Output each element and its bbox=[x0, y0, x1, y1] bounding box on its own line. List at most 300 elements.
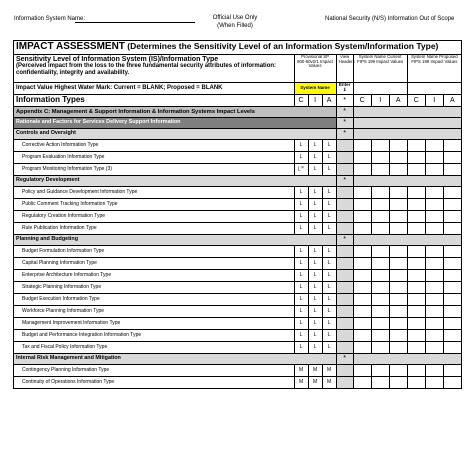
official-use-line-2: (When Filled) bbox=[217, 23, 253, 29]
provisional-impact-value bbox=[294, 365, 308, 377]
impact-entry-cell[interactable] bbox=[371, 330, 389, 342]
provisional-impact-value bbox=[322, 164, 336, 176]
impact-letter: L bbox=[327, 188, 331, 195]
impact-entry-cell[interactable] bbox=[389, 270, 407, 282]
information-type-row-label: Workforce Planning Information Type bbox=[14, 306, 295, 318]
impact-entry-cell[interactable] bbox=[443, 282, 461, 294]
impact-entry-cell[interactable] bbox=[425, 365, 443, 377]
impact-entry-cell[interactable] bbox=[407, 246, 425, 258]
provisional-impact-value bbox=[322, 282, 336, 294]
impact-entry-cell[interactable] bbox=[389, 377, 407, 389]
provisional-impact-value bbox=[322, 270, 336, 282]
current-c-header: C bbox=[353, 95, 371, 107]
impact-entry-cell[interactable] bbox=[371, 306, 389, 318]
provisional-impact-value bbox=[322, 223, 336, 235]
current-impact-header: System Name Current FIPS 199 Impact Values bbox=[353, 55, 407, 83]
impact-entry-cell[interactable] bbox=[425, 330, 443, 342]
group-header: Regulatory Development bbox=[14, 176, 337, 187]
impact-letter: M bbox=[298, 378, 304, 385]
provisional-impact-value bbox=[308, 330, 322, 342]
view-cell bbox=[336, 199, 353, 211]
provisional-impact-value bbox=[322, 318, 336, 330]
impact-entry-cell[interactable] bbox=[407, 152, 425, 164]
impact-entry-cell[interactable] bbox=[425, 152, 443, 164]
sensitivity-level-title: Sensitivity Level of Information System (IS)/Information Type bbox=[16, 56, 219, 63]
impact-entry-cell[interactable] bbox=[371, 342, 389, 354]
impact-entry-cell[interactable] bbox=[389, 330, 407, 342]
view-cell bbox=[336, 306, 353, 318]
provisional-impact-value bbox=[308, 270, 322, 282]
impact-entry-cell[interactable] bbox=[353, 282, 371, 294]
down-arrow-icon: ⇓ bbox=[342, 86, 347, 92]
table-row bbox=[14, 187, 462, 199]
provisional-impact-value bbox=[308, 164, 322, 176]
impact-entry-cell[interactable] bbox=[389, 152, 407, 164]
provisional-impact-value bbox=[322, 152, 336, 164]
impact-entry-cell[interactable] bbox=[389, 318, 407, 330]
impact-letter: L bbox=[299, 153, 303, 160]
view-star: * bbox=[336, 95, 353, 107]
impact-letter: L bbox=[299, 247, 303, 254]
provisional-impact-value bbox=[294, 330, 308, 342]
impact-entry-cell[interactable] bbox=[353, 211, 371, 223]
impact-entry-cell[interactable] bbox=[371, 211, 389, 223]
impact-entry-cell[interactable] bbox=[353, 223, 371, 235]
system-name-label: Information System Name: bbox=[14, 16, 86, 22]
information-type-row-label: Policy and Guidance Development Information Type bbox=[14, 187, 295, 199]
view-headers-header: View Headers bbox=[336, 55, 353, 83]
form-top-bar bbox=[0, 0, 474, 40]
group-filler bbox=[353, 354, 461, 365]
impact-assessment-table bbox=[13, 40, 462, 389]
proposed-impact-header: System Name Proposed FIPS 199 Impact Values bbox=[407, 55, 461, 83]
information-type-row-label: Public Comment Tracking Information Type bbox=[14, 199, 295, 211]
information-type-row-label: Regulatory Creation Information Type bbox=[14, 211, 295, 223]
proposed-c-header: C bbox=[407, 95, 425, 107]
impact-entry-cell[interactable] bbox=[425, 258, 443, 270]
impact-entry-cell[interactable] bbox=[353, 164, 371, 176]
provisional-impact-value bbox=[308, 223, 322, 235]
provisional-impact-value bbox=[308, 258, 322, 270]
impact-entry-cell[interactable] bbox=[389, 282, 407, 294]
section-filler bbox=[353, 107, 461, 118]
impact-entry-cell[interactable] bbox=[389, 223, 407, 235]
group-header: Planning and Budgeting bbox=[14, 235, 337, 246]
impact-entry-cell[interactable] bbox=[425, 246, 443, 258]
provisional-impact-value bbox=[308, 246, 322, 258]
title-rest: (Determines the Sensitivity Level of an Information System/Information Type) bbox=[127, 41, 439, 52]
impact-entry-cell[interactable] bbox=[407, 342, 425, 354]
impact-letter: L bbox=[327, 247, 331, 254]
impact-entry-cell[interactable] bbox=[443, 365, 461, 377]
current-a-header: A bbox=[389, 95, 407, 107]
impact-letter: L bbox=[327, 165, 331, 172]
impact-entry-cell[interactable] bbox=[407, 199, 425, 211]
provisional-impact-value bbox=[308, 199, 322, 211]
impact-entry-cell[interactable] bbox=[425, 187, 443, 199]
impact-entry-cell[interactable] bbox=[425, 282, 443, 294]
impact-entry-cell[interactable] bbox=[371, 152, 389, 164]
impact-letter: L bbox=[327, 319, 331, 326]
impact-entry-cell[interactable] bbox=[443, 377, 461, 389]
table-row bbox=[14, 318, 462, 330]
impact-entry-cell[interactable] bbox=[353, 246, 371, 258]
table-row bbox=[14, 118, 462, 129]
impact-entry-cell[interactable] bbox=[353, 306, 371, 318]
impact-entry-cell[interactable] bbox=[425, 270, 443, 282]
view-star[interactable]: * bbox=[336, 176, 353, 187]
impact-entry-cell[interactable] bbox=[371, 377, 389, 389]
impact-letter: L bbox=[327, 212, 331, 219]
impact-letter: L bbox=[313, 224, 317, 231]
impact-entry-cell[interactable] bbox=[353, 270, 371, 282]
impact-entry-cell[interactable] bbox=[443, 164, 461, 176]
view-cell bbox=[336, 140, 353, 152]
impact-letter: L bbox=[327, 259, 331, 266]
impact-letter: L bbox=[313, 212, 317, 219]
impact-entry-cell[interactable] bbox=[371, 294, 389, 306]
table-row bbox=[14, 140, 462, 152]
table-row bbox=[14, 270, 462, 282]
impact-entry-cell[interactable] bbox=[425, 223, 443, 235]
impact-entry-cell[interactable] bbox=[353, 365, 371, 377]
impact-entry-cell[interactable] bbox=[425, 164, 443, 176]
enter-cell bbox=[336, 83, 353, 95]
impact-letter: L bbox=[299, 295, 303, 302]
impact-letter: L bbox=[327, 141, 331, 148]
impact-entry-cell[interactable] bbox=[425, 211, 443, 223]
impact-entry-cell[interactable] bbox=[443, 152, 461, 164]
provisional-impact-value bbox=[322, 211, 336, 223]
system-name-blank-line[interactable] bbox=[75, 22, 195, 23]
impact-entry-cell[interactable] bbox=[371, 318, 389, 330]
impact-entry-cell[interactable] bbox=[371, 270, 389, 282]
impact-entry-cell[interactable] bbox=[425, 140, 443, 152]
impact-entry-cell[interactable] bbox=[443, 211, 461, 223]
impact-entry-cell[interactable] bbox=[407, 306, 425, 318]
impact-entry-cell[interactable] bbox=[353, 377, 371, 389]
view-star[interactable]: * bbox=[336, 107, 353, 118]
impact-letter: L bbox=[313, 283, 317, 290]
impact-entry-cell[interactable] bbox=[443, 223, 461, 235]
impact-entry-cell[interactable] bbox=[371, 258, 389, 270]
information-type-row-label: Enterprise Architecture Information Type bbox=[14, 270, 295, 282]
group-filler bbox=[353, 176, 461, 187]
table-row bbox=[14, 107, 462, 118]
information-type-row-label: Program Evaluation Information Type bbox=[14, 152, 295, 164]
impact-entry-cell[interactable] bbox=[407, 330, 425, 342]
view-star[interactable]: * bbox=[336, 354, 353, 365]
impact-entry-cell[interactable] bbox=[407, 294, 425, 306]
impact-entry-cell[interactable] bbox=[443, 199, 461, 211]
provisional-impact-value bbox=[308, 342, 322, 354]
impact-letter: L bbox=[299, 200, 303, 207]
impact-assessment-title bbox=[14, 41, 462, 55]
impact-entry-cell[interactable] bbox=[407, 282, 425, 294]
national-security-note: National Security (N/S) Information Out of Scope bbox=[325, 16, 455, 22]
view-cell bbox=[336, 282, 353, 294]
impact-letter: L bbox=[313, 319, 317, 326]
impact-entry-cell[interactable] bbox=[443, 342, 461, 354]
information-type-row-label: Rule Publication Information Type bbox=[14, 223, 295, 235]
official-use-line-1: Official Use Only bbox=[212, 15, 258, 21]
impact-entry-cell[interactable] bbox=[407, 140, 425, 152]
impact-entry-cell[interactable] bbox=[443, 246, 461, 258]
impact-letter: L bbox=[299, 307, 303, 314]
view-cell bbox=[336, 377, 353, 389]
provisional-impact-value bbox=[308, 294, 322, 306]
impact-letter: L bbox=[313, 247, 317, 254]
impact-entry-cell[interactable] bbox=[443, 306, 461, 318]
impact-entry-cell[interactable] bbox=[371, 199, 389, 211]
impact-entry-cell[interactable] bbox=[443, 270, 461, 282]
impact-letter: L bbox=[313, 295, 317, 302]
provisional-impact-value bbox=[322, 187, 336, 199]
view-cell bbox=[336, 164, 353, 176]
table-row bbox=[14, 306, 462, 318]
table-row bbox=[14, 129, 462, 140]
information-type-row-label: Capital Planning Information Type bbox=[14, 258, 295, 270]
provisional-impact-value bbox=[322, 258, 336, 270]
view-star[interactable]: * bbox=[336, 129, 353, 140]
impact-entry-cell[interactable] bbox=[425, 377, 443, 389]
view-cell bbox=[336, 246, 353, 258]
table-row bbox=[14, 199, 462, 211]
provisional-impact-value bbox=[322, 330, 336, 342]
impact-entry-cell[interactable] bbox=[407, 258, 425, 270]
impact-letter: L bbox=[299, 283, 303, 290]
information-type-row-label: Budget and Performance Integration Information Type bbox=[14, 330, 295, 342]
impact-entry-cell[interactable] bbox=[407, 223, 425, 235]
impact-entry-cell[interactable] bbox=[443, 330, 461, 342]
impact-entry-cell[interactable] bbox=[371, 187, 389, 199]
impact-entry-cell[interactable] bbox=[425, 306, 443, 318]
information-type-row-label: Budget Execution Information Type bbox=[14, 294, 295, 306]
impact-letter: L bbox=[299, 212, 303, 219]
provisional-impact-value bbox=[308, 140, 322, 152]
impact-entry-cell[interactable] bbox=[407, 187, 425, 199]
table-row bbox=[14, 377, 462, 389]
provisional-impact-value bbox=[322, 246, 336, 258]
provisional-impact-value bbox=[308, 211, 322, 223]
view-star[interactable]: * bbox=[336, 118, 353, 129]
provisional-impact-value bbox=[294, 246, 308, 258]
impact-entry-cell[interactable] bbox=[353, 187, 371, 199]
impact-entry-cell[interactable] bbox=[371, 223, 389, 235]
current-impact-value[interactable] bbox=[353, 83, 407, 95]
impact-entry-cell[interactable] bbox=[353, 342, 371, 354]
impact-entry-cell[interactable] bbox=[425, 318, 443, 330]
view-cell bbox=[336, 270, 353, 282]
impact-entry-cell[interactable] bbox=[389, 342, 407, 354]
impact-entry-cell[interactable] bbox=[407, 318, 425, 330]
impact-letter: L bbox=[313, 188, 317, 195]
impact-entry-cell[interactable] bbox=[371, 246, 389, 258]
provisional-impact-value bbox=[322, 342, 336, 354]
table-row bbox=[14, 342, 462, 354]
impact-entry-cell[interactable] bbox=[425, 294, 443, 306]
impact-letter: L bbox=[299, 271, 303, 278]
provisional-impact-value bbox=[322, 377, 336, 389]
official-use-notice bbox=[205, 14, 265, 30]
impact-letter: L bbox=[299, 141, 303, 148]
impact-entry-cell[interactable] bbox=[353, 258, 371, 270]
table-row bbox=[14, 164, 462, 176]
provisional-a-header: A bbox=[322, 95, 336, 107]
table-row bbox=[14, 176, 462, 187]
provisional-c-header: C bbox=[294, 95, 308, 107]
view-cell bbox=[336, 365, 353, 377]
provisional-impact-value bbox=[308, 187, 322, 199]
provisional-impact-value bbox=[308, 318, 322, 330]
footnote-marker: (1) bbox=[300, 165, 305, 170]
section-header: Rationale and Factors for Services Delivery Support Information bbox=[14, 118, 337, 129]
impact-entry-cell[interactable] bbox=[353, 318, 371, 330]
impact-entry-cell[interactable] bbox=[443, 258, 461, 270]
impact-letter: M bbox=[298, 366, 304, 373]
provisional-impact-value bbox=[294, 282, 308, 294]
impact-entry-cell[interactable] bbox=[389, 199, 407, 211]
provisional-impact-value bbox=[294, 187, 308, 199]
impact-entry-cell[interactable] bbox=[389, 140, 407, 152]
impact-letter: L bbox=[313, 331, 317, 338]
impact-letter: M bbox=[327, 378, 332, 385]
provisional-impact-value bbox=[322, 140, 336, 152]
information-type-row-label: Program Monitoring Information Type (3) bbox=[14, 164, 295, 176]
view-cell bbox=[336, 187, 353, 199]
impact-entry-cell[interactable] bbox=[425, 199, 443, 211]
impact-entry-cell[interactable] bbox=[353, 294, 371, 306]
impact-value-label: Impact Value Highest Water Mark: Current = BLANK; Proposed = BLANK bbox=[14, 83, 295, 95]
impact-entry-cell[interactable] bbox=[389, 258, 407, 270]
information-type-row-label: Tax and Fiscal Policy Information Type bbox=[14, 342, 295, 354]
information-type-row-label: Continuity of Operations Information Type bbox=[14, 377, 295, 389]
impact-entry-cell[interactable] bbox=[443, 318, 461, 330]
impact-letter: L bbox=[299, 188, 303, 195]
view-cell bbox=[336, 211, 353, 223]
impact-letter: L bbox=[313, 165, 317, 172]
information-type-row-label: Budget Formulation Information Type bbox=[14, 246, 295, 258]
current-i-header: I bbox=[371, 95, 389, 107]
impact-letter: L bbox=[313, 259, 317, 266]
impact-entry-cell[interactable] bbox=[371, 164, 389, 176]
impact-entry-cell[interactable] bbox=[389, 187, 407, 199]
impact-entry-cell[interactable] bbox=[443, 187, 461, 199]
proposed-impact-value[interactable] bbox=[407, 83, 461, 95]
table-row bbox=[14, 330, 462, 342]
impact-entry-cell[interactable] bbox=[389, 246, 407, 258]
provisional-impact-value bbox=[308, 152, 322, 164]
impact-entry-cell[interactable] bbox=[443, 294, 461, 306]
impact-letter: L bbox=[313, 141, 317, 148]
impact-letter: L bbox=[313, 200, 317, 207]
view-cell bbox=[336, 342, 353, 354]
provisional-impact-value bbox=[294, 164, 308, 176]
impact-letter: L bbox=[313, 153, 317, 160]
table-row bbox=[14, 152, 462, 164]
group-filler bbox=[353, 129, 461, 140]
impact-entry-cell[interactable] bbox=[389, 164, 407, 176]
group-filler bbox=[353, 235, 461, 246]
group-header: Internal Risk Management and Mitigation bbox=[14, 354, 337, 365]
impact-letter: L bbox=[313, 271, 317, 278]
table-row bbox=[14, 365, 462, 377]
impact-entry-cell[interactable] bbox=[389, 365, 407, 377]
provisional-impact-header: Provisional SP 800-60v2r1 Impact Values bbox=[294, 55, 336, 83]
impact-letter: L bbox=[313, 307, 317, 314]
impact-entry-cell[interactable] bbox=[353, 330, 371, 342]
view-star[interactable]: * bbox=[336, 235, 353, 246]
impact-letter: M bbox=[327, 366, 332, 373]
section-filler bbox=[353, 118, 461, 129]
view-cell bbox=[336, 330, 353, 342]
provisional-impact-value bbox=[294, 211, 308, 223]
provisional-impact-value bbox=[294, 342, 308, 354]
information-type-row-label: Contingency Planning Information Type bbox=[14, 365, 295, 377]
impact-entry-cell[interactable] bbox=[353, 140, 371, 152]
impact-entry-cell[interactable] bbox=[407, 270, 425, 282]
impact-entry-cell[interactable] bbox=[407, 365, 425, 377]
impact-letter: L bbox=[327, 307, 331, 314]
provisional-impact-value bbox=[308, 377, 322, 389]
provisional-impact-value bbox=[322, 306, 336, 318]
title-bold: IMPACT ASSESSMENT bbox=[16, 41, 125, 53]
view-cell bbox=[336, 294, 353, 306]
provisional-impact-value bbox=[294, 318, 308, 330]
information-type-row-label: Corrective Action Information Type bbox=[14, 140, 295, 152]
provisional-impact-value bbox=[294, 140, 308, 152]
impact-entry-cell[interactable] bbox=[353, 152, 371, 164]
impact-entry-cell[interactable] bbox=[389, 211, 407, 223]
provisional-impact-value bbox=[294, 306, 308, 318]
impact-entry-cell[interactable] bbox=[407, 211, 425, 223]
impact-letter: L bbox=[327, 200, 331, 207]
table-row bbox=[14, 258, 462, 270]
impact-entry-cell[interactable] bbox=[443, 140, 461, 152]
impact-entry-cell[interactable] bbox=[407, 164, 425, 176]
provisional-impact-value bbox=[308, 365, 322, 377]
impact-letter: L bbox=[327, 283, 331, 290]
impact-entry-cell[interactable] bbox=[425, 342, 443, 354]
impact-entry-cell[interactable] bbox=[371, 140, 389, 152]
view-cell bbox=[336, 223, 353, 235]
provisional-impact-value bbox=[308, 282, 322, 294]
impact-entry-cell[interactable] bbox=[407, 377, 425, 389]
impact-entry-cell[interactable] bbox=[389, 306, 407, 318]
impact-letter: L bbox=[297, 166, 301, 173]
impact-letter: L bbox=[299, 319, 303, 326]
impact-letter: L bbox=[327, 224, 331, 231]
table-row bbox=[14, 223, 462, 235]
impact-entry-cell[interactable] bbox=[371, 282, 389, 294]
provisional-impact-value bbox=[294, 223, 308, 235]
impact-entry-cell[interactable] bbox=[389, 294, 407, 306]
impact-letter: L bbox=[327, 153, 331, 160]
impact-letter: L bbox=[299, 331, 303, 338]
provisional-impact-value bbox=[294, 294, 308, 306]
impact-entry-cell[interactable] bbox=[353, 199, 371, 211]
table-row bbox=[14, 294, 462, 306]
impact-entry-cell[interactable] bbox=[371, 365, 389, 377]
provisional-i-header: I bbox=[308, 95, 322, 107]
group-header: Controls and Oversight bbox=[14, 129, 337, 140]
provisional-impact-value bbox=[294, 152, 308, 164]
provisional-impact-value bbox=[294, 258, 308, 270]
table-row bbox=[14, 235, 462, 246]
sensitivity-level-header bbox=[14, 55, 295, 83]
view-cell bbox=[336, 318, 353, 330]
table-row bbox=[14, 211, 462, 223]
